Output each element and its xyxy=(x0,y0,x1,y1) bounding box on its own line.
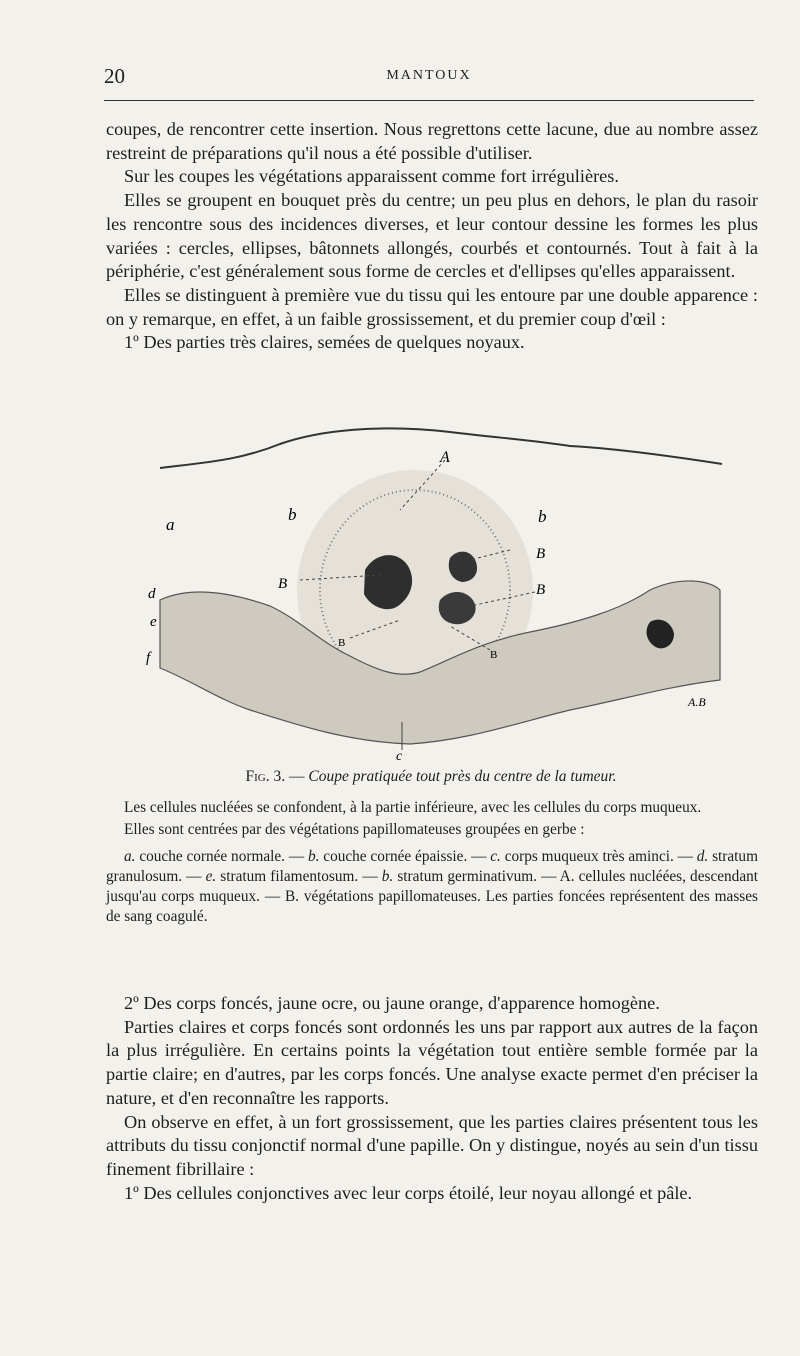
body-text-bottom xyxy=(106,992,758,1205)
paragraph: coupes, de rencontrer cette insertion. Nous regrettons cette lacune, due au nombre assez restreint de préparations qu'il nous a été possible d'utiliser. xyxy=(106,119,758,163)
paragraph: Elles se distinguent à première vue du tissu qui les entoure par une double apparence : on y remarque, en effet, à un faible grossissement, et du premier coup d'œil : xyxy=(106,284,758,329)
label-b-left: b xyxy=(288,505,297,524)
legend-text: corps muqueux très aminci. — xyxy=(500,847,697,865)
header-rule xyxy=(104,100,754,101)
running-head: MANTOUX xyxy=(386,68,472,83)
label-e: e xyxy=(150,614,157,630)
paragraph: 1º Des cellules conjonctives avec leur corps étoilé, leur noyau allongé et pâle. xyxy=(124,1182,693,1203)
label-B: B xyxy=(338,637,346,649)
legend-key: b. xyxy=(381,867,394,885)
label-d: d xyxy=(148,586,156,602)
legend-text: stratum filamentosum. — xyxy=(216,867,382,885)
label-B: B xyxy=(490,649,498,661)
label-AB: A.B xyxy=(688,695,706,709)
label-B: B xyxy=(536,546,546,562)
figure-note: Les cellules nucléées se confondent, à la partie inférieure, avec les cellules du corps muqueux. xyxy=(124,799,702,816)
figure-caption-text: Coupe pratiquée tout près du centre de la tumeur. xyxy=(308,768,617,785)
figure-caption xyxy=(106,768,756,786)
label-c: c xyxy=(396,749,403,764)
legend-text: stratum granulosum. — xyxy=(106,847,758,885)
page-header xyxy=(104,64,754,94)
label-b-right: b xyxy=(538,507,547,526)
body-text-top xyxy=(106,118,758,355)
label-A: A xyxy=(440,449,450,466)
paragraph: Parties claires et corps foncés sont ordonnés les uns par rapport aux autres de la façon la plus irrégulière. En certains points la végétation tout entière semble formée par la partie claire; en d'autres, par les corps foncés. Une analyse exacte permet d'en préciser la nature, et d'en reconnaître les rapports. xyxy=(106,1016,758,1108)
paragraph: 1º Des parties très claires, semées de quelques noyaux. xyxy=(124,332,525,353)
legend-key: e. xyxy=(205,867,217,885)
figure-note: Elles sont centrées par des végétations papillomateuses groupées en gerbe : xyxy=(124,821,585,839)
legend-text: stratum germinativum. — A. cellules nucléées, descendant jusqu'au corps muqueux. — B. végétations papillomateuses. Les parties foncées représentent des masses de sang coagulé. xyxy=(106,867,759,926)
paragraph: 2º Des corps foncés, jaune ocre, ou jaune orange, d'apparence homogène. xyxy=(124,993,660,1013)
label-B: B xyxy=(536,582,546,598)
label-B: B xyxy=(278,576,288,592)
label-a: a xyxy=(166,515,175,534)
figure-notes xyxy=(106,798,758,928)
paragraph: Sur les coupes les végétations apparaissent comme fort irrégulières. xyxy=(124,166,619,187)
figure-caption-label: Fig. 3. — xyxy=(245,768,305,785)
page-number: 20 xyxy=(104,64,125,88)
label-f: f xyxy=(146,650,151,666)
legend-key: c. xyxy=(490,847,501,865)
figure-legend xyxy=(106,847,758,928)
legend-key: a. xyxy=(124,847,136,865)
legend-text: couche cornée normale. — xyxy=(135,847,308,865)
legend-text: couche cornée épaissie. — xyxy=(319,847,491,865)
paragraph: Elles se groupent en bouquet près du centre; un peu plus en dehors, le plan du rasoir les rencontre sous des incidences diverses, et leur contour dessine les formes les plus variées : cercles, ellipses, bâtonnets allongés, courbés et contournés. Tout à fait à la périphérie, c'est généralement sous forme de cercles et d'ellipses qu'elles apparaissent. xyxy=(106,190,758,282)
legend-key: b. xyxy=(307,847,320,865)
legend-key: d. xyxy=(696,847,709,865)
paragraph: On observe en effet, à un fort grossissement, que les parties claires présentent tous les attributs du tissu conjonctif normal d'une papille. On y distingue, noyés au sein d'un tissu finement fibrillaire : xyxy=(106,1111,758,1179)
histology-figure xyxy=(146,410,730,764)
